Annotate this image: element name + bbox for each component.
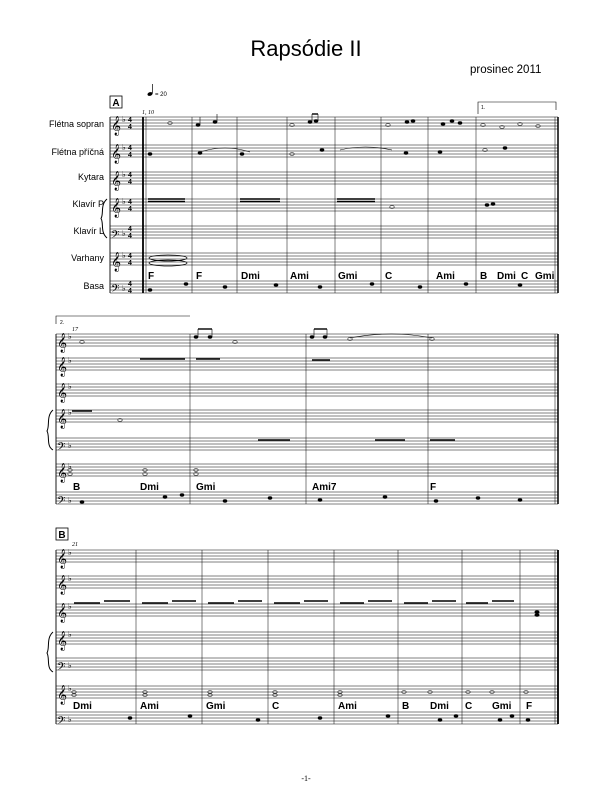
svg-text:4: 4 (128, 199, 132, 206)
svg-text:𝄢: 𝄢 (57, 714, 66, 729)
svg-text:♭: ♭ (68, 630, 72, 639)
chord-symbol: Gmi (535, 271, 555, 282)
svg-text:𝄞: 𝄞 (57, 463, 68, 482)
measure-number: 21 (72, 542, 78, 548)
chord-symbol: Ami (436, 271, 455, 282)
svg-text:♭: ♭ (122, 284, 126, 293)
time-signature (128, 117, 132, 295)
measure-number: 1, 10 (142, 110, 154, 116)
chord-symbol: Dmi (430, 701, 449, 712)
svg-text:4: 4 (128, 253, 132, 260)
chord-symbol: B (480, 271, 488, 282)
system-2 (47, 316, 558, 509)
chord-symbols (148, 271, 555, 282)
svg-text:4: 4 (128, 233, 132, 240)
svg-text:4: 4 (128, 145, 132, 152)
staff-lines (56, 550, 558, 724)
staff-lines (110, 117, 558, 293)
chord-symbol: Gmi (492, 701, 512, 712)
svg-text:𝄞: 𝄞 (111, 116, 122, 135)
instrument-name: Varhany (71, 253, 104, 263)
chord-symbol: C (521, 271, 529, 282)
chord-symbols (73, 482, 436, 493)
svg-text:4: 4 (128, 260, 132, 267)
chord-symbol: Dmi (140, 482, 159, 493)
chord-symbol: Ami (140, 701, 159, 712)
instrument-name: Klavír L (73, 226, 104, 236)
chord-symbol: Gmi (206, 701, 226, 712)
svg-text:𝄞: 𝄞 (57, 685, 68, 704)
instrument-name: Klavír P (72, 199, 104, 209)
tempo-value: = 20 (155, 92, 167, 98)
chord-symbol: Ami (290, 271, 309, 282)
svg-text:𝄢: 𝄢 (111, 228, 120, 243)
chord-symbol: B (402, 701, 410, 712)
svg-text:4: 4 (128, 288, 132, 295)
svg-text:𝄞: 𝄞 (57, 383, 68, 402)
svg-text:♭: ♭ (68, 462, 72, 471)
svg-text:♭: ♭ (122, 197, 126, 206)
svg-text:𝄞: 𝄞 (57, 357, 68, 376)
svg-text:4: 4 (128, 117, 132, 124)
staff-lines (56, 334, 558, 504)
piece-date: prosinec 2011 (470, 64, 542, 76)
svg-text:𝄞: 𝄞 (57, 603, 68, 622)
chord-symbol: Dmi (497, 271, 516, 282)
chord-symbol: Ami7 (312, 482, 337, 493)
svg-text:♭: ♭ (122, 251, 126, 260)
svg-text:♭: ♭ (122, 143, 126, 152)
system-3 (47, 528, 558, 729)
key-signature (68, 548, 72, 724)
svg-text:𝄢: 𝄢 (57, 660, 66, 675)
svg-text:𝄞: 𝄞 (57, 575, 68, 594)
rehearsal-mark-b: B (58, 530, 66, 541)
volta-2: 2. (60, 320, 65, 326)
chord-symbol: F (526, 701, 533, 712)
key-signature (68, 332, 72, 505)
svg-text:4: 4 (128, 152, 132, 159)
volta-1: 1. (481, 105, 486, 111)
svg-text:♭: ♭ (68, 715, 72, 724)
svg-text:𝄞: 𝄞 (111, 171, 122, 190)
svg-text:4: 4 (128, 172, 132, 179)
svg-text:♭: ♭ (68, 574, 72, 583)
clefs (111, 116, 121, 297)
svg-text:♭: ♭ (68, 441, 72, 450)
svg-text:♭: ♭ (68, 382, 72, 391)
instrument-name: Flétna sopran (48, 119, 104, 129)
svg-text:♭: ♭ (122, 170, 126, 179)
svg-text:♭: ♭ (68, 661, 72, 670)
svg-text:𝄞: 𝄞 (57, 631, 68, 650)
svg-text:♭: ♭ (68, 408, 72, 417)
svg-text:♭: ♭ (68, 684, 72, 693)
svg-text:♭: ♭ (122, 229, 126, 238)
instrument-name: Flétna příčná (51, 147, 104, 157)
page-number: -1- (301, 774, 311, 783)
svg-text:4: 4 (128, 281, 132, 288)
rehearsal-mark-a: A (112, 98, 120, 109)
svg-text:♭: ♭ (68, 332, 72, 341)
chord-symbol: Dmi (73, 701, 92, 712)
svg-text:𝄞: 𝄞 (111, 198, 122, 217)
piece-title: Rapsódie II (250, 36, 362, 61)
chord-symbol: Dmi (241, 271, 260, 282)
chord-symbol: B (73, 482, 81, 493)
chord-symbol: C (465, 701, 473, 712)
svg-text:♭: ♭ (68, 548, 72, 557)
svg-text:𝄢: 𝄢 (111, 282, 120, 297)
chord-symbol: F (430, 482, 437, 493)
svg-text:4: 4 (128, 179, 132, 186)
instrument-name: Basa (83, 281, 104, 291)
clefs (57, 333, 67, 509)
svg-text:𝄞: 𝄞 (57, 409, 68, 428)
svg-text:♭: ♭ (68, 356, 72, 365)
svg-text:𝄞: 𝄞 (111, 252, 122, 271)
svg-text:4: 4 (128, 206, 132, 213)
tempo-marking (147, 84, 168, 98)
chord-symbol: C (272, 701, 280, 712)
chord-symbol: F (196, 271, 203, 282)
system-1 (49, 84, 558, 297)
chord-symbol: F (148, 271, 155, 282)
svg-text:♭: ♭ (122, 115, 126, 124)
chord-symbols (73, 701, 532, 712)
svg-text:𝄞: 𝄞 (57, 549, 68, 568)
svg-text:♭: ♭ (68, 602, 72, 611)
svg-text:𝄢: 𝄢 (57, 440, 66, 455)
chord-symbol: Gmi (196, 482, 216, 493)
svg-text:♭: ♭ (68, 496, 72, 505)
svg-text:𝄞: 𝄞 (57, 333, 68, 352)
chord-symbol: Ami (338, 701, 357, 712)
chord-symbol: C (385, 271, 393, 282)
measure-number: 17 (72, 327, 78, 333)
svg-text:𝄞: 𝄞 (111, 144, 122, 163)
svg-text:4: 4 (128, 226, 132, 233)
key-signature (122, 115, 126, 293)
instrument-name: Kytara (77, 172, 104, 182)
svg-text:4: 4 (128, 124, 132, 131)
chord-symbol: Gmi (338, 271, 358, 282)
svg-text:𝄢: 𝄢 (57, 494, 66, 509)
clefs (57, 549, 67, 729)
